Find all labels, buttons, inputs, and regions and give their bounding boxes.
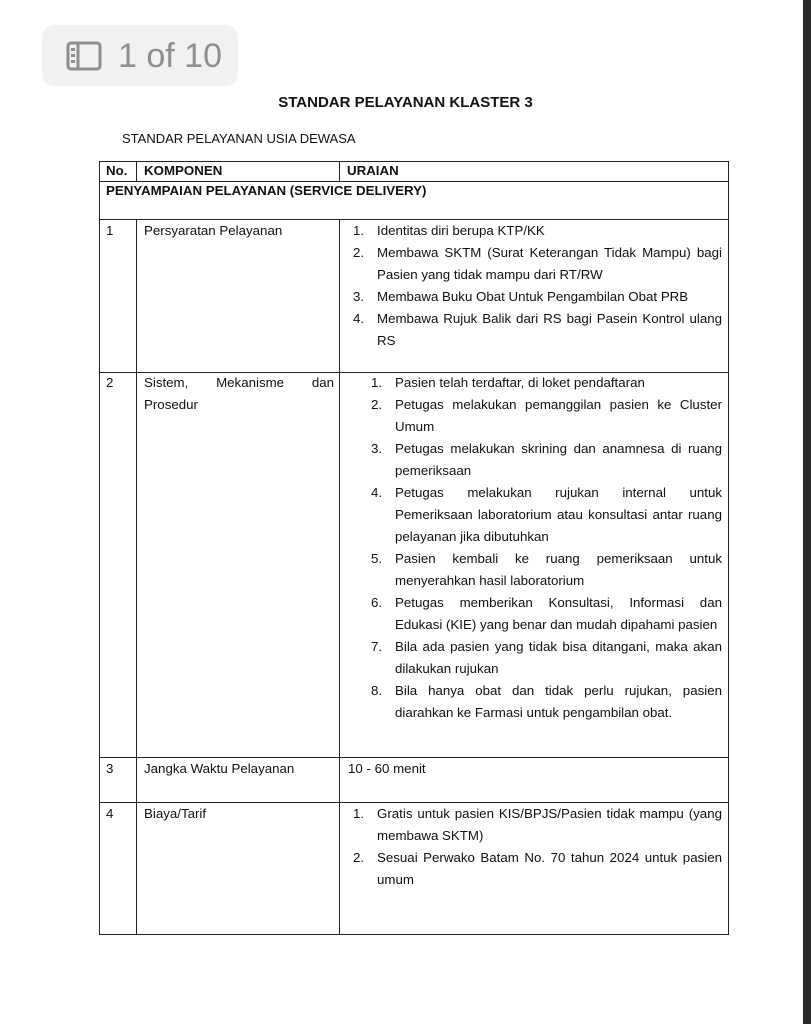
row-number: 3 — [106, 761, 114, 776]
header-uraian: URAIAN — [347, 163, 399, 178]
row-component: Persyaratan Pelayanan — [144, 223, 283, 238]
page-counter: 1 of 10 — [118, 37, 222, 75]
fee-list — [353, 803, 722, 891]
table-rule — [136, 219, 137, 935]
row-component: Sistem, Mekanisme dan Prosedur — [144, 375, 334, 412]
list-item: 7. Bila ada pasien yang tidak bisa ditangani, maka akan dilakukan rujukan — [371, 639, 722, 676]
row-component: Jangka Waktu Pelayanan — [144, 761, 295, 776]
list-item: 6. Petugas memberikan Konsultasi, Informasi dan Edukasi (KIE) yang benar dan mudah dipahami pasien — [371, 595, 722, 632]
row-number: 1 — [106, 223, 114, 238]
requirements-list — [353, 220, 722, 352]
section-heading: PENYAMPAIAN PELAYANAN (SERVICE DELIVERY) — [106, 183, 427, 198]
table-rule — [136, 162, 137, 181]
procedure-list — [371, 372, 722, 724]
table-rule — [339, 162, 340, 181]
list-item: 1. Pasien telah terdaftar, di loket pendaftaran — [371, 375, 645, 390]
list-item: 2. Membawa SKTM (Surat Keterangan Tidak Mampu) bagi Pasien yang tidak mampu dari RT/RW — [353, 245, 722, 282]
row-component: Biaya/Tarif — [144, 806, 207, 821]
list-item: 2. Sesuai Perwako Batam No. 70 tahun 2024 untuk pasien umum — [353, 850, 722, 887]
service-duration: 10 - 60 menit — [348, 761, 426, 776]
list-item: 5. Pasien kembali ke ruang pemeriksaan untuk menyerahkan hasil laboratorium — [371, 551, 722, 588]
list-item: 3. Membawa Buku Obat Untuk Pengambilan Obat PRB — [353, 289, 689, 304]
document-subtitle: STANDAR PELAYANAN USIA DEWASA — [122, 131, 356, 146]
list-item: 8. Bila hanya obat dan tidak perlu rujukan, pasien diarahkan ke Farmasi untuk pengambilan obat. — [371, 683, 722, 720]
header-no: No. — [106, 163, 128, 178]
list-item: 1. Gratis untuk pasien KIS/BPJS/Pasien tidak mampu (yang membawa SKTM) — [353, 806, 722, 843]
page-indicator[interactable] — [42, 25, 238, 86]
row-number: 4 — [106, 806, 114, 821]
header-komponen: KOMPONEN — [144, 163, 223, 178]
viewer-edge — [803, 0, 811, 1024]
row-number: 2 — [106, 375, 114, 390]
list-item: 3. Petugas melakukan skrining dan anamnesa di ruang pemeriksaan — [371, 441, 722, 478]
page-layout-icon — [66, 41, 102, 71]
table-rule — [339, 219, 340, 935]
list-item: 4. Membawa Rujuk Balik dari RS bagi Pasein Kontrol ulang RS — [353, 311, 722, 348]
service-standard-table — [99, 161, 729, 935]
list-item: 1. Identitas diri berupa KTP/KK — [353, 223, 545, 238]
document-title: STANDAR PELAYANAN KLASTER 3 — [278, 94, 533, 111]
list-item: 2. Petugas melakukan pemanggilan pasien ke Cluster Umum — [371, 397, 722, 434]
list-item: 4. Petugas melakukan rujukan internal untuk Pemeriksaan laboratorium atau konsultasi antar ruang pelayanan jika dibutuhkan — [371, 485, 722, 544]
